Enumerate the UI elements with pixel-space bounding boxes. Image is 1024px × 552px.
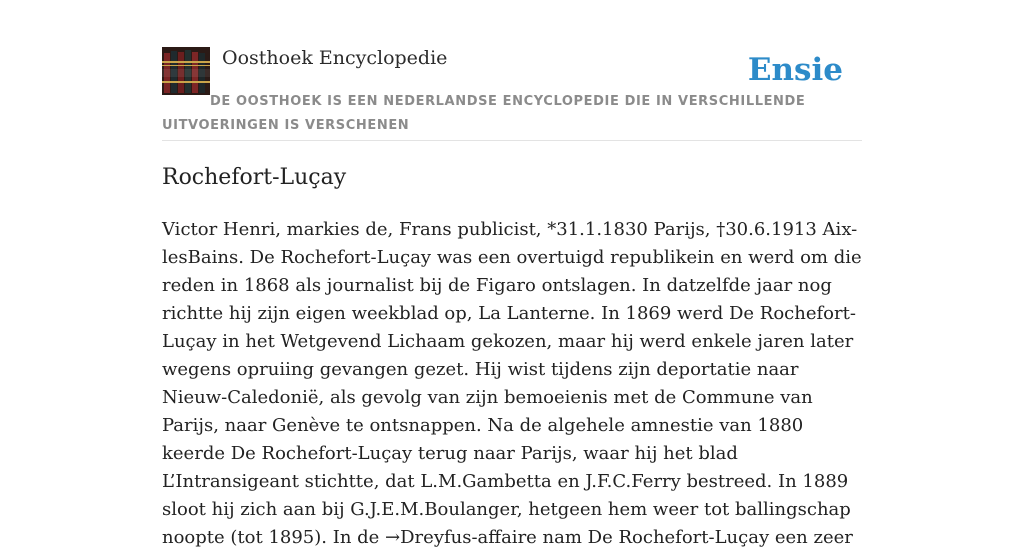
article-text-continued: nam De Rochefort-Luçay een zeer: [536, 527, 853, 548]
article-body: [162, 216, 865, 552]
ensie-logo[interactable]: Ensie: [747, 52, 843, 88]
book-spines-icon: [162, 47, 210, 95]
source-header: [162, 46, 862, 141]
article-title: Rochefort-Luçay: [162, 165, 347, 190]
source-description: DE OOSTHOEK IS EEN NEDERLANDSE ENCYCLOPEDIE DIE IN VERSCHILLENDE UITVOERINGEN IS VERSCHENEN: [162, 94, 806, 133]
source-name-link[interactable]: Oosthoek Encyclopedie: [222, 47, 448, 69]
article-text: Victor Henri, markies de, Frans publicist, *31.1.1830 Parijs, †30.6.1913 Aix-lesBains. De Rochefort-Luçay was een overtuigd republikein en werd om die reden in 1868 als journalist bij de Figaro ontslagen. In datzelfde jaar nog richtte hij zijn eigen weekblad op, La Lanterne. In 1869 werd De Rochefort-Luçay in het Wetgevend Lichaam gekozen, maar hij werd enkele jaren later wegens opruiing gevangen gezet. Hij wist tijdens zijn deportatie naar Nieuw-Caledonië, als gevolg van zijn bemoeienis met de Commune van Parijs, naar Genève te ontsnappen. Na de algehele amnestie van 1880 keerde De Rochefort-Luçay terug naar Parijs, waar hij het blad L’Intransigeant stichtte, dat L.M.Gambetta en J.F.C.Ferry bestreed. In 1889 sloot hij zich aan bij G.J.E.M.Boulanger, hetgeen hem weer tot ballingschap noopte (tot 1895). In de: [162, 219, 862, 548]
source-avatar[interactable]: [162, 47, 210, 95]
dreyfus-affaire-link[interactable]: →Dreyfus-affaire: [385, 527, 537, 548]
